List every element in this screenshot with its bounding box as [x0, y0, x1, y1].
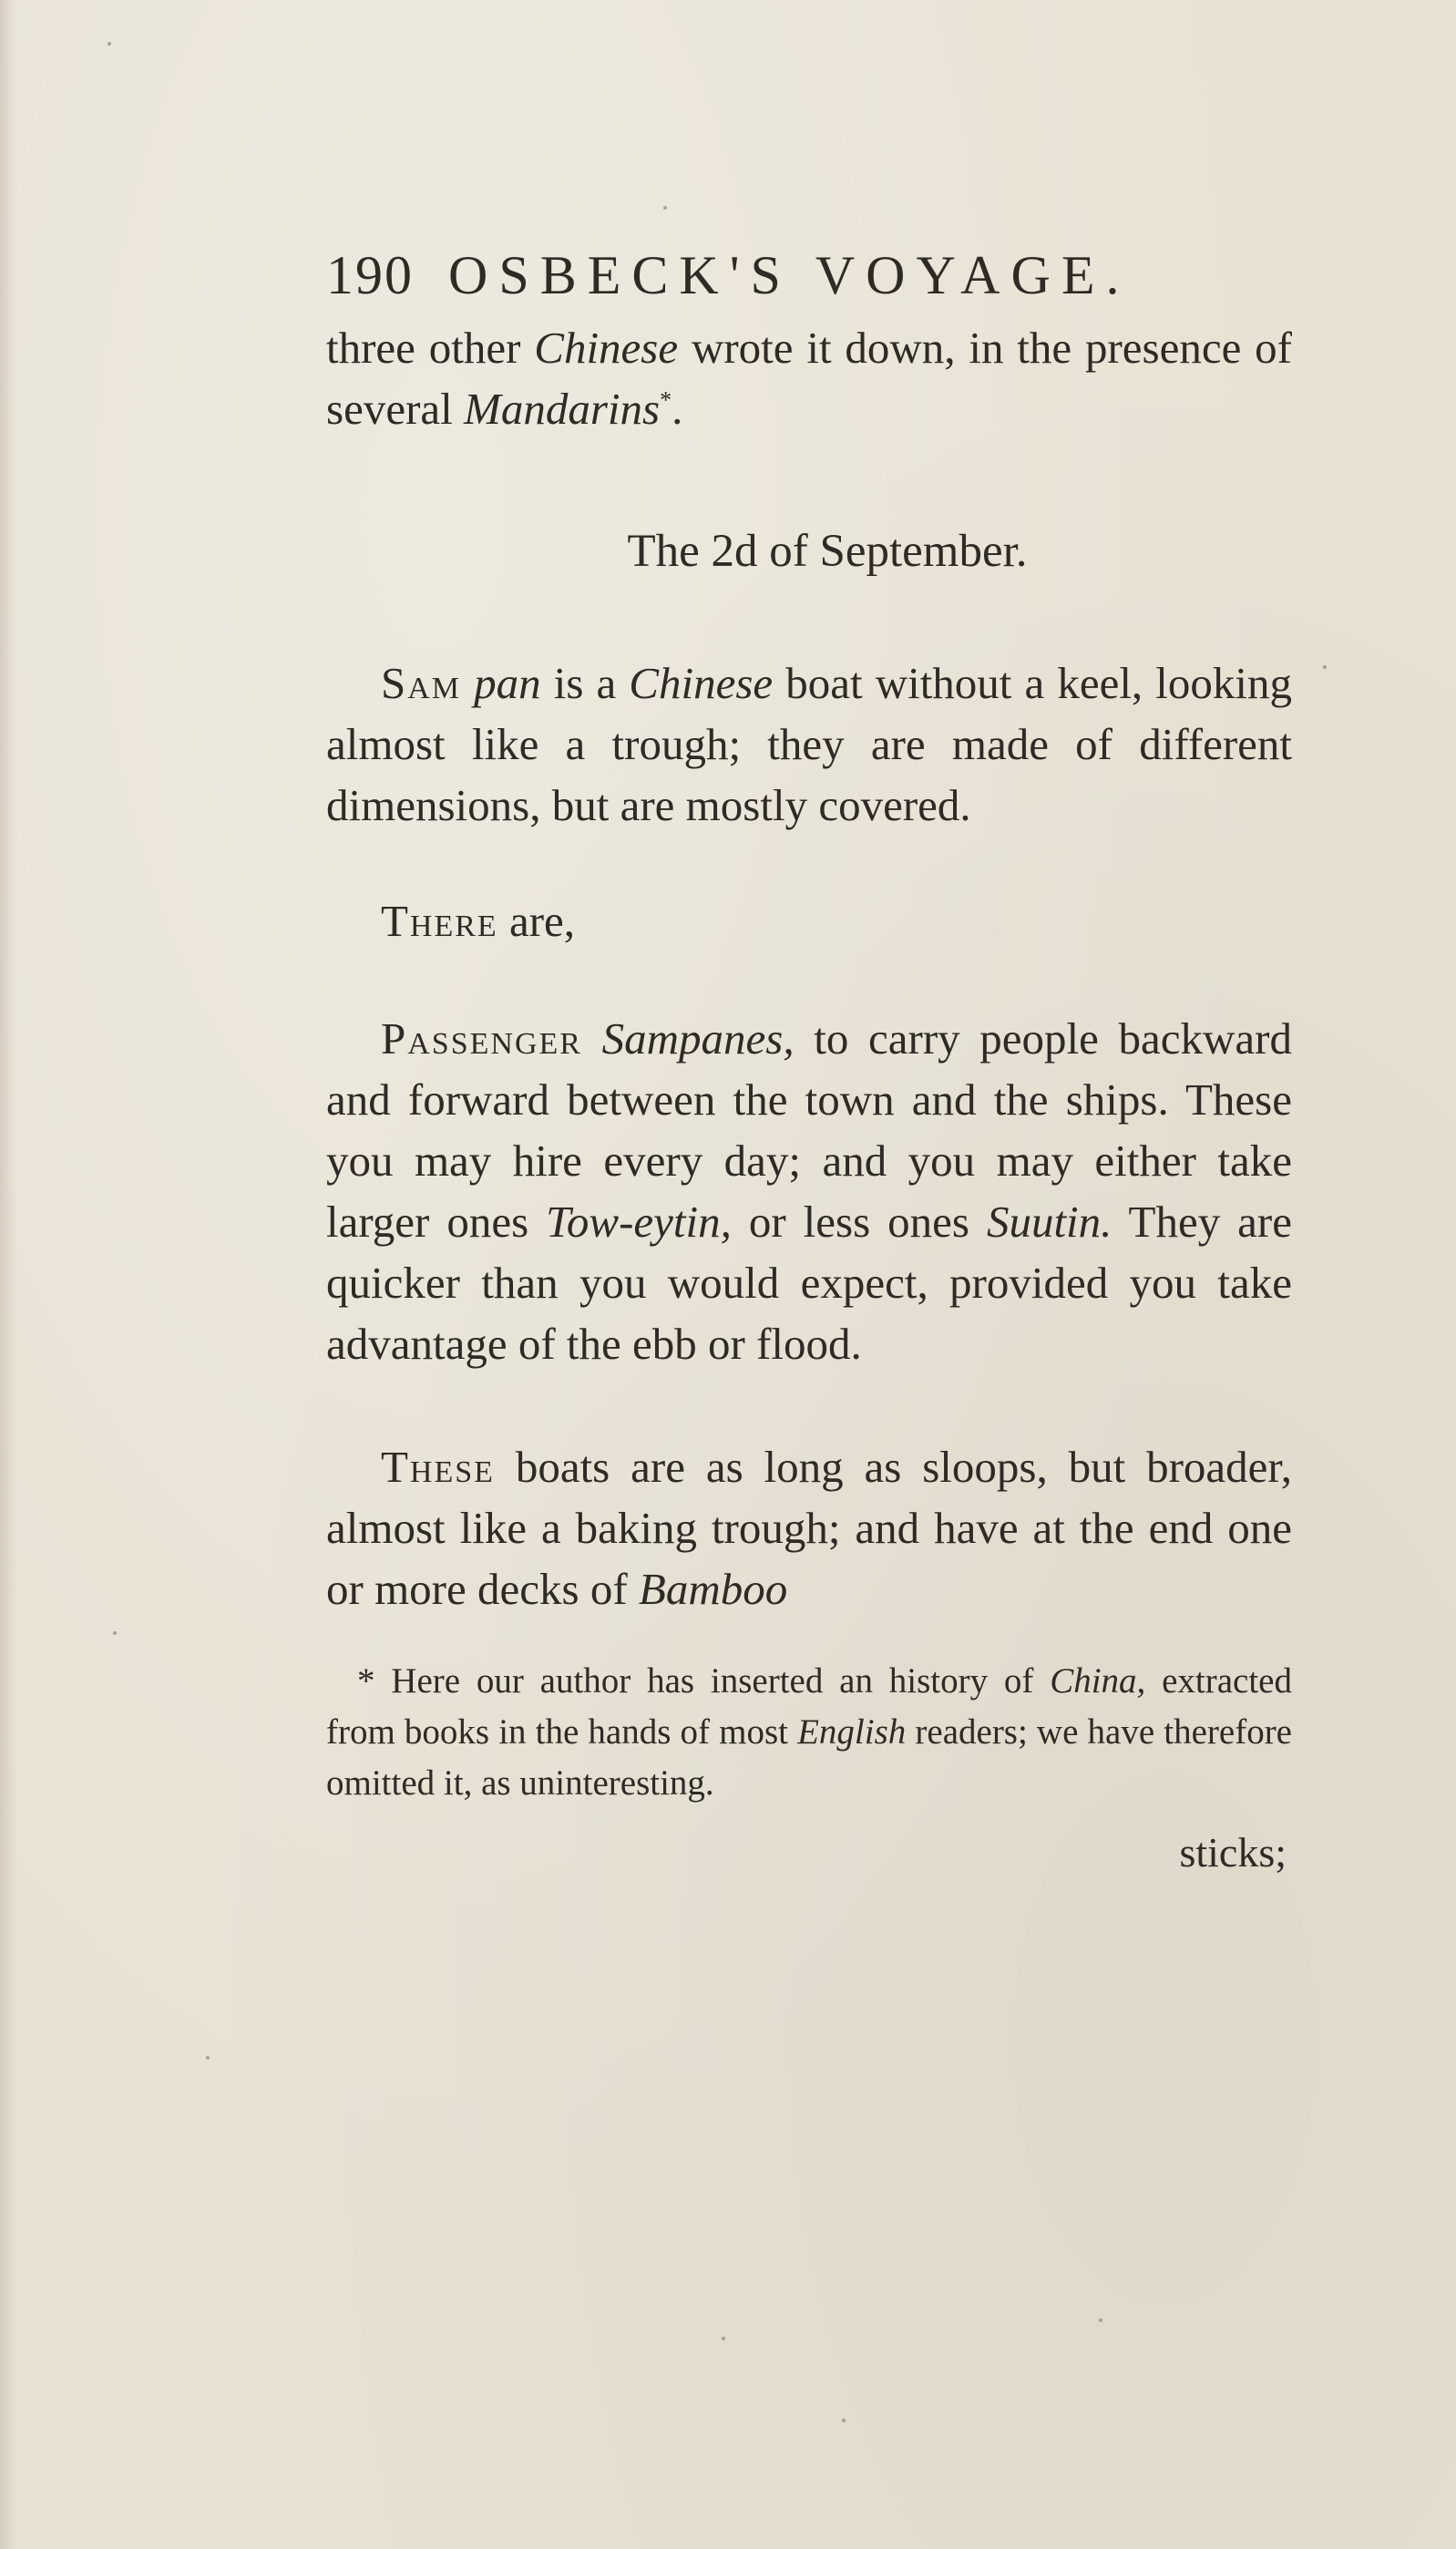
- paragraph-continued: [326, 317, 1292, 439]
- text-run: boats are as long as sloops, but broader, almost like a baking trough; and have at the end one or more decks of: [326, 1442, 1292, 1614]
- paper-speck: [722, 2337, 725, 2340]
- page-number: 190: [326, 245, 414, 305]
- paper-speck: [663, 206, 667, 210]
- text-run-smallcaps: These: [381, 1442, 495, 1492]
- text-run: boat without a keel, looking almost like a trough; they are made of different dimensions, but are mostly covered.: [326, 658, 1292, 830]
- text-run-italic: Tow-eytin,: [546, 1197, 732, 1247]
- footnote: [326, 1656, 1292, 1809]
- text-run-italic: Chinese: [534, 323, 679, 373]
- text-run: extracted from books in the hands of most: [326, 1661, 1292, 1752]
- paper-speck: [206, 2056, 210, 2060]
- text-run-italic: pan: [474, 658, 541, 708]
- paper-speck: [842, 2419, 846, 2422]
- text-run-smallcaps: There: [381, 896, 498, 946]
- text-run-italic: China,: [1050, 1661, 1146, 1701]
- running-head: [326, 239, 1292, 312]
- paper-speck: [113, 1631, 117, 1635]
- paper-speck: [1099, 2318, 1102, 2322]
- running-title: OSBECK'S VOYAGE.: [448, 245, 1131, 305]
- text-run-smallcaps: Passenger: [381, 1013, 582, 1064]
- text-run-italic: Suutin.: [986, 1197, 1113, 1247]
- text-run: is a: [540, 658, 630, 708]
- text-run: to carry people backward and forward between the town and the ships. These you may hire every day; and you may either take larger ones: [326, 1013, 1292, 1247]
- text-run-italic: Mandarins: [464, 384, 661, 434]
- paper-speck: [108, 42, 111, 46]
- text-run-italic: English: [797, 1712, 907, 1752]
- text-run: or less ones: [731, 1197, 987, 1247]
- date-heading: The 2d of September.: [627, 526, 1028, 577]
- text-run: [461, 658, 474, 708]
- paragraph-these-boats: [326, 1436, 1292, 1619]
- text-run: readers; we have therefore omitted it, as uninteresting.: [326, 1712, 1292, 1803]
- text-run-italic: Sampanes,: [601, 1013, 795, 1064]
- text-run: are,: [497, 896, 576, 946]
- paragraph-sampan: [326, 653, 1292, 836]
- page-edge-shadow: [0, 0, 16, 2549]
- paragraph-there-are: [326, 890, 1292, 951]
- text-run: three other: [326, 323, 535, 373]
- text-run-italic: Bamboo: [638, 1564, 788, 1614]
- text-run: They are quicker than you would expect, provided you take advantage of the ebb or flood.: [326, 1197, 1292, 1369]
- text-run-smallcaps: Sam: [381, 658, 462, 708]
- paper-speck: [1323, 665, 1327, 669]
- paragraph-passenger-sampanes: [326, 1008, 1292, 1374]
- catchword: sticks;: [1179, 1829, 1287, 1876]
- text-run-italic: Chinese: [629, 658, 774, 708]
- text-run: * Here our author has inserted an history of: [357, 1661, 1051, 1701]
- footnote-marker: *: [660, 386, 672, 414]
- text-run: [582, 1013, 602, 1064]
- text-run: .: [672, 384, 683, 434]
- text-block: [326, 239, 1292, 1880]
- text-run: wrote it down, in the presence of several: [326, 323, 1293, 434]
